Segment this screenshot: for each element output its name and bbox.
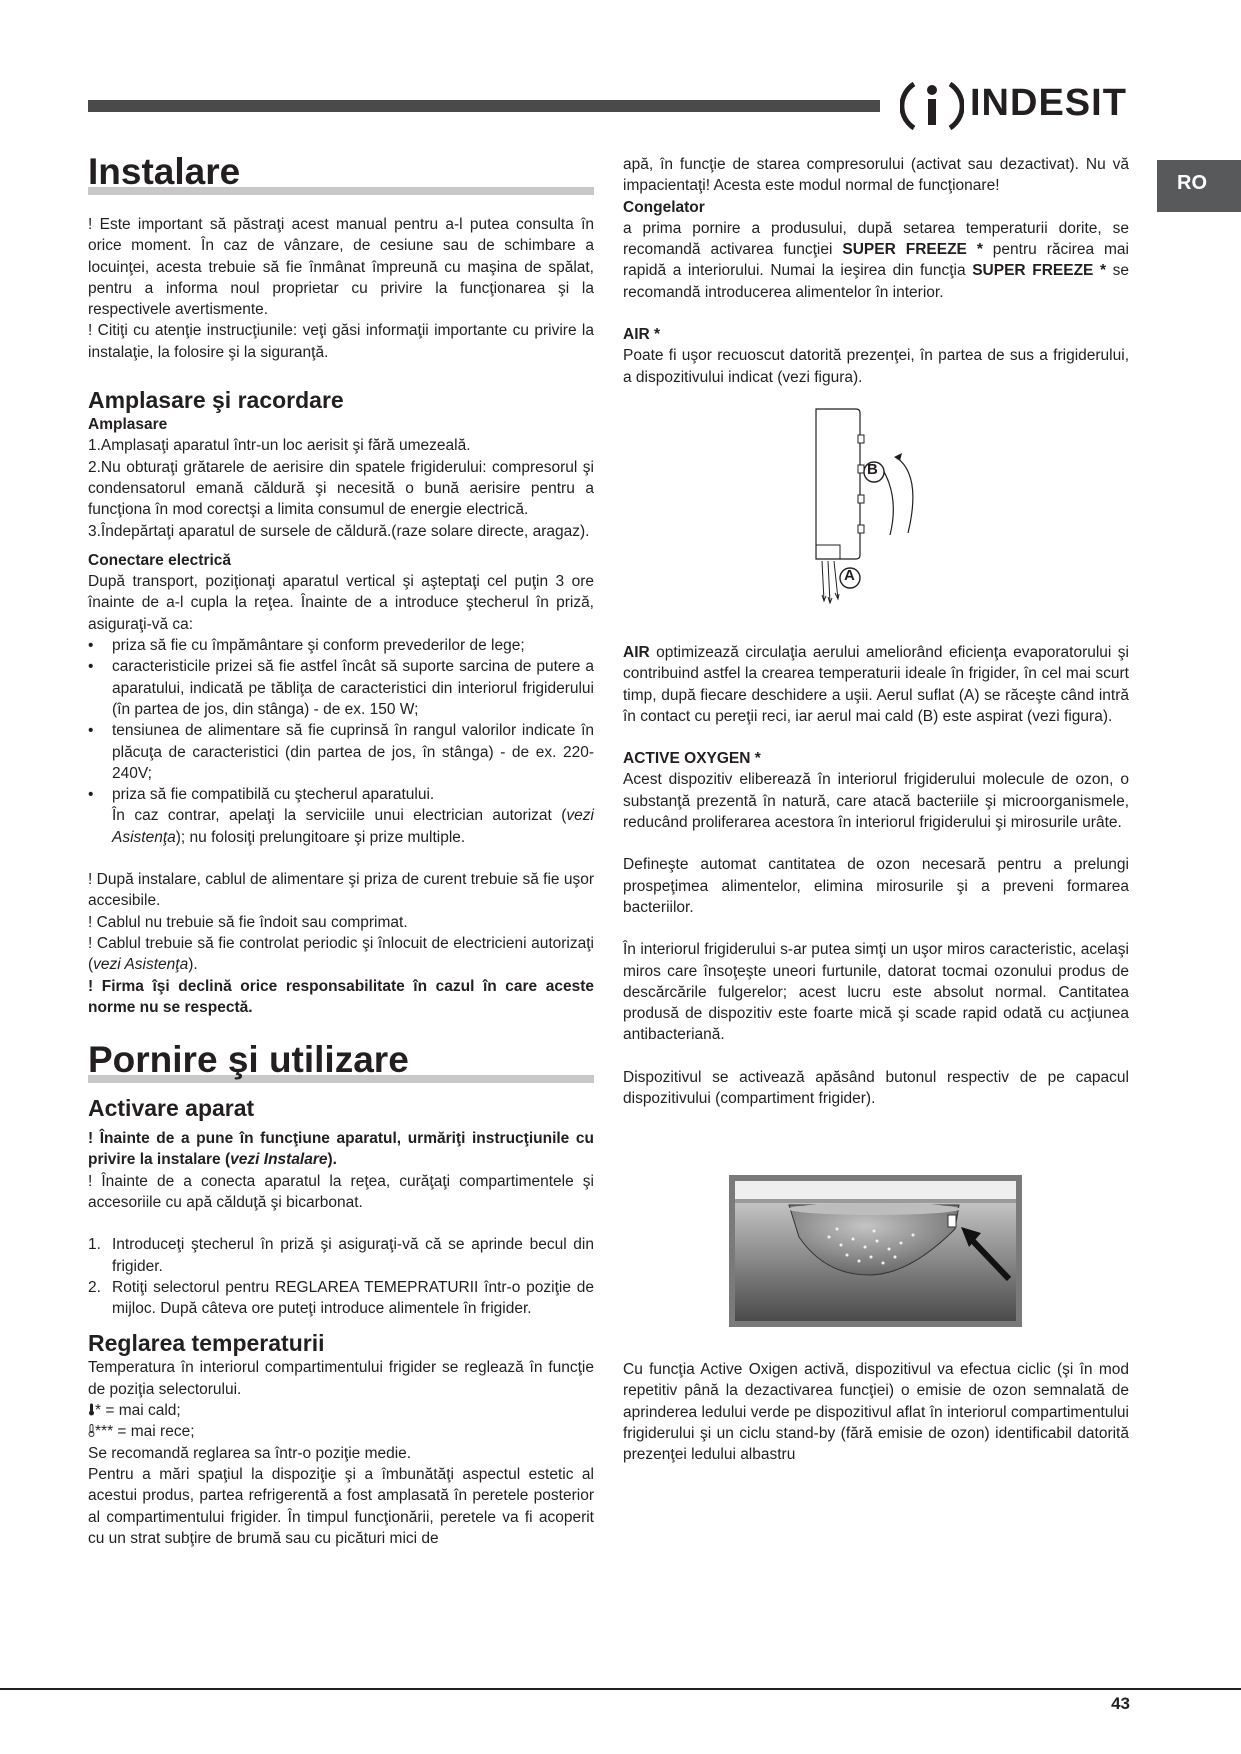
label-b: B [867,461,878,478]
left-column [88,150,594,1549]
indesit-logo [900,74,1130,138]
paragraph: apă, în funcţie de starea compresorului (activat sau dezactivat). Nu vă impacientaţi! Acesta este modul normal de funcţionare! [623,156,1129,195]
subsection-title-amplasare-racordare: Amplasare şi racordare [88,387,344,414]
text: optimizează circulaţia aerului ameliorând eficienţa evaporatorului şi contribuind astfel la crearea temperaturii ideale în frigider, în cel mai scurt timp, după fiecare deschidere a uşii. Aerul suflat (A) se răceşte când intră în contact cu pereţii reci, iar aerul mai cald (B) este aspirat (vezi figura). [623,644,1129,725]
function-name: AIR [623,644,650,661]
paragraph: ! Înainte de a conecta aparatul la reţea, curăţaţi compartimentele şi accesoriile cu apă călduţă şi bicarbonat. [88,1172,594,1211]
text: pentru răcirea mai rapidă a interiorului. Numai la ieşirea din funcţia [623,241,1129,280]
ozone-device-illustration [729,1175,1022,1327]
text: * = mai cald; [95,1402,181,1420]
function-name: SUPER FREEZE * [972,262,1107,280]
paragraph: Defineşte automat cantitatea de ozon necesară pentru a prelungi prospeţimea alimentelor, elimina mirosurile şi a preveni formarea bacteriilor. [623,856,1129,916]
paragraph: Dispozitivul se activează apăsând butonul respectiv de pe capacul dispozitivului (compartiment frigider). [623,1068,1129,1108]
text: ). [327,1151,337,1169]
header-rule [88,100,880,112]
paragraph-bold [88,1128,594,1171]
thermometer-warm-icon [88,1403,95,1416]
paragraph: După transport, poziţionaţi aparatul vertical şi aşteptaţi cel puţin 3 ore înainte de a-l cupla la reţea. Înainte de a introduce ştecherul în priză, asiguraţi-vă ca: [88,573,594,633]
paragraph: Acest dispozitiv eliberează în interiorul frigiderului molecule de ozon, o substanţă prezentă în natură, care atacă bacteriile şi microorganismele, reducând proliferarea acestora în interiorul frigiderului şi mirosurile urâte. [623,771,1129,832]
text: se recomandă introducerea alimentelor în interior. [623,262,1129,301]
step-number: 1. [88,1236,101,1254]
list-item: • priza să fie compatibilă cu ştecherul aparatului. [88,784,594,805]
list-item [88,1234,594,1277]
setting-cold [88,1421,594,1442]
list-item: • priza să fie cu împământare şi conform prevederilor de lege; [88,635,594,656]
paragraph: Cu funcţia Active Oxigen activă, dispozitivul va efectua ciclic (şi în mod repetitiv până la dezactivarea funcţiei) o emisie de ozon semnalată de aprinderea ledului verde pe dispozitivul aflat în interiorul compartimentului frigiderului şi un ciclu stand-by (fără emisie de ozon) identificabil datorită prezenţei ledului albastru [623,1361,1129,1464]
paragraph: 1.Amplasaţi aparatul într-un loc aerisit şi fără umezeală. [88,437,471,455]
paragraph: Poate fi uşor recuoscut datorită prezenţei, în partea de sus a frigiderului, a dispozitivului indicat (vezi figura). [623,347,1129,386]
active-oxygen-photo [729,1175,1022,1327]
page-number: 43 [1111,1694,1130,1713]
reference-link-text: vezi Asistenţa [112,807,594,846]
right-column [623,154,1129,388]
list-item: • caracteristicile prizei să fie astfel încât să suporte sarcina de putere a aparatului, indicată pe tăbliţa de caracteristici din interiorul frigiderului (în partea de jos, din stânga) - de ex. 150 W; [88,656,594,720]
text: ). [188,956,198,974]
language-tab [1157,160,1241,212]
text: ); nu folosiţi prelungitoare şi prize multiple. [175,828,466,846]
list-item: • tensiunea de alimentare să fie cuprinsă în rangul valorilor indicate în plăcuţa de caracteristici (din partea de jos, în stânga) - de ex. 220-240V; [88,720,594,784]
setting-warm [88,1400,594,1421]
subsection-title-reglarea: Reglarea temperaturii [88,1330,325,1357]
section-title-pornire: Pornire şi utilizare [88,1039,409,1081]
paragraph [88,805,594,848]
section-title-instalare: Instalare [88,151,241,192]
function-name: SUPER FREEZE * [842,241,983,259]
reference-link-text: vezi Instalare [230,1151,328,1169]
right-column-lower [623,642,1129,1109]
text: ! Cablul trebuie să fie controlat periodic şi înlocuit de electricieni autorizaţi ( [88,934,594,974]
footer-rule [0,1688,1241,1690]
subheading-congelator: Congelator [623,198,705,216]
air-diagram [800,405,960,605]
text: a prima pornire a produsului, după setarea temperaturii dorite, se recomandă activarea funcţiei [623,219,1129,259]
brand-name: INDESIT [970,82,1127,124]
logo-emblem-icon [900,74,964,138]
step-text: Introduceţi ştecherul în priză şi asiguraţi-vă că se aprinde becul din frigider. [112,1236,594,1275]
pornire-heading-block [88,1038,594,1082]
language-tab-label: RO [1177,172,1207,194]
paragraph: 2.Nu obturaţi grătarele de aerisire din spatele frigiderului: compresorul şi condensatorul emană căldură şi necesită o bună aerisire pentru a funcţiona în mod corectşi a limita consumul de energie electrică. [88,458,594,519]
subheading-active-oxygen: ACTIVE OXYGEN * [623,750,761,768]
right-column-bottom [623,1359,1129,1465]
label-a: A [844,567,855,584]
paragraph [623,218,1129,303]
thermometer-cold-icon [88,1424,95,1437]
steps-list [88,1234,594,1319]
text: *** = mai rece; [95,1423,195,1441]
air-device-illustration [800,405,960,605]
subsection-title-activare: Activare aparat [88,1095,255,1122]
warning: ! Cablul nu trebuie să fie îndoit sau comprimat. [88,913,408,931]
instalare-heading-block [88,150,594,194]
intro-paragraph: ! Citiţi cu atenţie instrucţiunile: veţi găsi informaţii importante cu privire la instalaţie, la folosire şi la siguranţă. [88,322,594,361]
warning: ! După instalare, cablul de alimentare şi priza de curent trebuie să fie uşor accesibile. [88,871,594,910]
step-number: 2. [88,1278,101,1296]
subheading-conectare: Conectare electrică [88,551,232,569]
reference-link-text: vezi Asistenţa [93,956,189,974]
text: În caz contrar, apelaţi la serviciile unui electrician autorizat ( [112,807,567,825]
subheading-air: AIR * [623,326,661,344]
warning-bold: ! Firma îşi declină orice responsabilitate în cazul în care aceste norme nu se respectă. [88,977,594,1016]
list-item [88,1277,594,1320]
step-text: Rotiţi selectorul pentru REGLAREA TEMEPRATURII într-o poziţie de mijloc. După câteva ore puteţi introduce alimentele în frigider. [112,1278,594,1318]
paragraph: În interiorul frigiderului s-ar putea simţi un uşor miros caracteristic, acelaşi miros care însoţeşte uneori furtunile, datorat tocmai ozonului produs de descărcările fulgerelor; acest lucru este absolut normal. Cantitatea produsă de dispozitiv este foarte mică şi scade rapid odată cu acţiunea antibacteriană. [623,941,1129,1044]
intro-paragraph: ! Este important să păstraţi acest manual pentru a-l putea consulta în orice moment. În caz de vânzare, de cesiune sau de schimbare a locuinţei, acesta trebuie să fie înmânat împreună cu maşina de spălat, pentru a informa noul proprietar cu privire la funcţionarea şi la respectivele avertismente. [88,216,594,319]
paragraph: Se recomandă reglarea sa într-o poziţie medie. [88,1444,412,1462]
subheading-amplasare: Amplasare [88,416,168,434]
requirements-list [88,635,594,805]
paragraph: Pentru a mări spaţiul la dispoziţie şi a îmbunătăţi aspectul estetic al acestui produs, partea refrigerentă a fost amplasată în peretele posterior al compartimentului frigider. În timpul funcţionării, peretele va fi acoperit cu un strat subţire de brumă sau cu picături mici de [88,1465,594,1547]
paragraph [623,642,1129,727]
warning [88,933,594,976]
paragraph: Temperatura în interiorul compartimentului frigider se reglează în funcţie de poziţia selectorului. [88,1359,594,1398]
text: ! Înainte de a pune în funcţiune aparatul, urmăriţi instrucţiunile cu privire la instalare ( [88,1130,594,1169]
paragraph: 3.Îndepărtaţi aparatul de sursele de căldură.(raze solare directe, aragaz). [88,522,590,540]
